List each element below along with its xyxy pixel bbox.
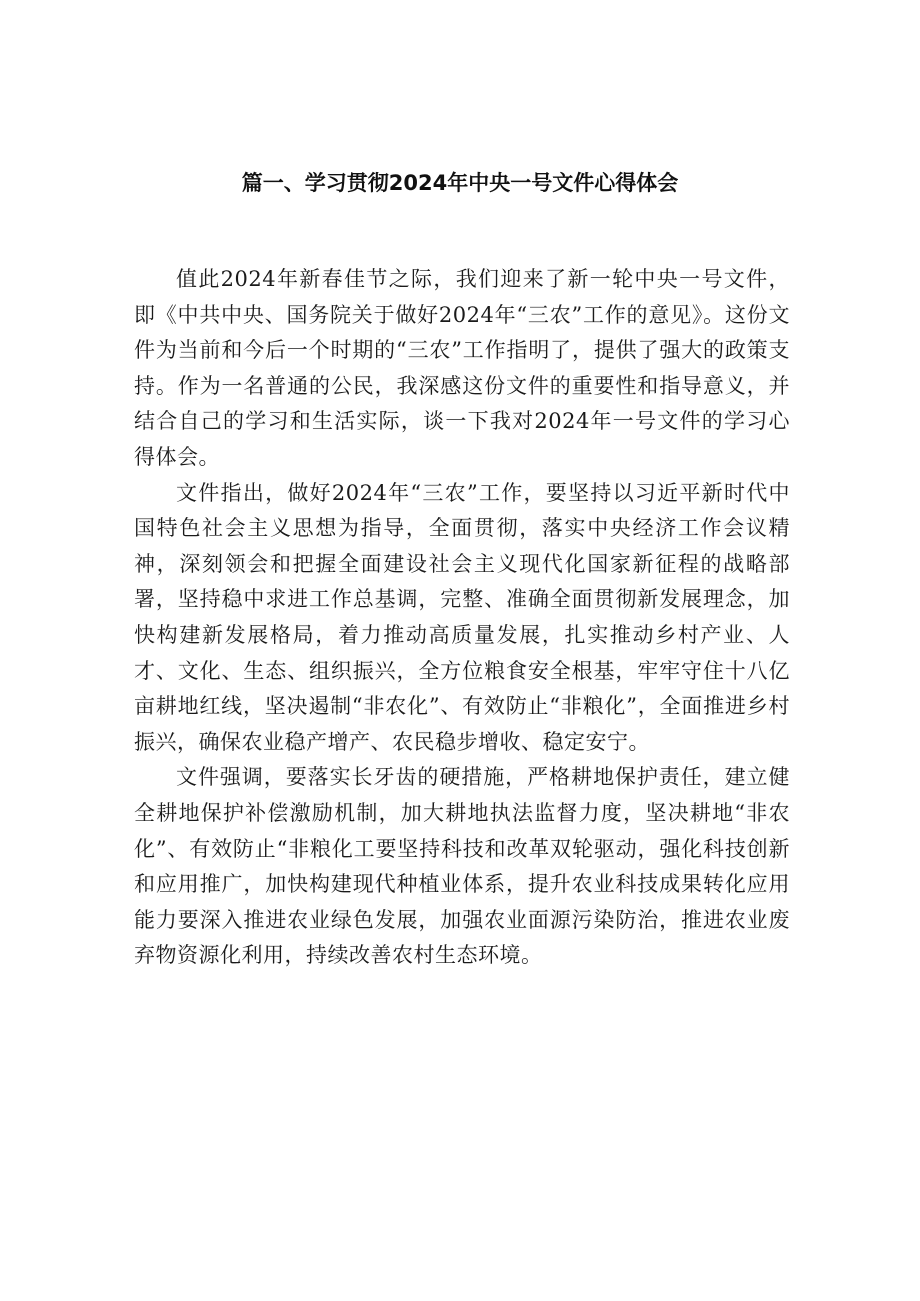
paragraph-2: 文件指出，做好2024年“三农”工作，要坚持以习近平新时代中国特色社会主义思想为指导，全面贯彻，落实中央经济工作会议精神，深刻领会和把握全面建设社会主义现代化国家新征程的战略部署，坚持稳中求进工作总基调，完整、准确全面贯彻新发展理念，加快构建新发展格局，着力推动高质量发展，扎实推动乡村产业、人才、文化、生态、组织振兴，全方位粮食安全根基，牢牢守住十八亿亩耕地红线，坚决遏制“非农化”、有效防止“非粮化”，全面推进乡村振兴，确保农业稳产增产、农民稳步增收、稳定安宁。 bbox=[134, 480, 790, 754]
paragraph-3: 文件强调，要落实长牙齿的硬措施，严格耕地保护责任，建立健全耕地保护补偿激励机制，加大耕地执法监督力度，坚决耕地“非农化”、有效防止“非粮化工要坚持科技和改革双轮驱动，强化科技创新和应用推广，加快构建现代种植业体系，提升农业科技成果转化应用能力要深入推进农业绿色发展，加强农业面源污染防治，推进农业废弃物资源化利用，持续改善农村生态环境。 bbox=[134, 765, 790, 968]
paragraph-1: 值此2024年新春佳节之际，我们迎来了新一轮中央一号文件，即《中共中央、国务院关于做好2024年“三农”工作的意见》。这份文件为当前和今后一个时期的“三农”工作指明了，提供了强大的政策支持。作为一名普通的公民，我深感这份文件的重要性和指导意义，并结合自己的学习和生活实际，谈一下我对2024年一号文件的学习心得体会。 bbox=[134, 267, 790, 469]
document-body bbox=[134, 262, 790, 974]
document-title: 篇一、学习贯彻2024年中央一号文件心得体会 bbox=[241, 171, 679, 195]
